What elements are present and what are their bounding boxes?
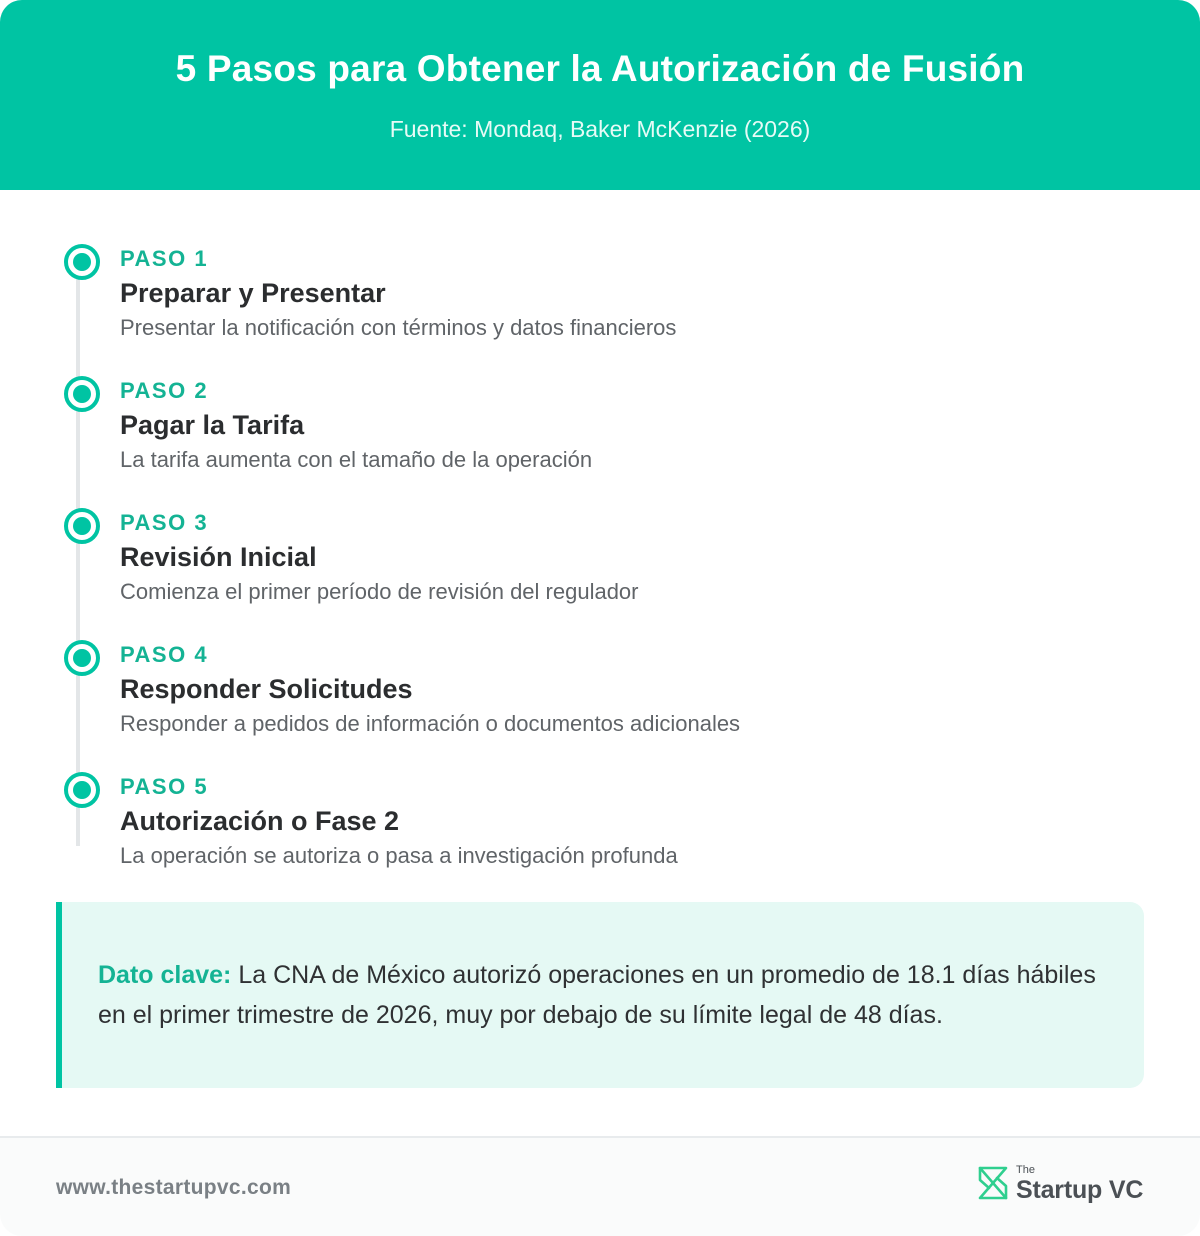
step-title: Pagar la Tarifa	[120, 410, 305, 440]
step-label: PASO 3	[120, 510, 209, 535]
key-fact-text	[98, 955, 1108, 1035]
step-1	[0, 238, 1200, 368]
step-description: La operación se autoriza o pasa a investigación profunda	[120, 843, 678, 868]
step-label: PASO 5	[120, 774, 209, 799]
page-title: 5 Pasos para Obtener la Autorización de Fusión	[175, 48, 1025, 89]
key-fact-body: La CNA de México autorizó operaciones en un promedio de 18.1 días hábiles en el primer trimestre de 2026, muy por debajo de su límite legal de 48 días.	[98, 961, 1096, 1029]
startupvc-logo-icon	[976, 1164, 1010, 1202]
header-banner	[0, 0, 1200, 190]
key-fact-label: Dato clave:	[98, 961, 232, 989]
key-fact-callout	[56, 902, 1144, 1088]
step-label: PASO 4	[120, 642, 209, 667]
brand-logo	[976, 1164, 1146, 1206]
step-marker-icon	[64, 244, 100, 280]
step-label: PASO 1	[120, 246, 209, 271]
step-description: Presentar la notificación con términos y datos financieros	[120, 315, 677, 340]
step-marker-icon	[64, 640, 100, 676]
page-subtitle: Fuente: Mondaq, Baker McKenzie (2026)	[389, 116, 811, 142]
step-marker-icon	[64, 508, 100, 544]
step-marker-icon	[64, 376, 100, 412]
logo-wordmark: Startup VC	[1016, 1176, 1144, 1204]
footer-url-link[interactable]: www.thestartupvc.com	[56, 1176, 292, 1199]
step-4	[0, 634, 1200, 764]
step-label: PASO 2	[120, 378, 209, 403]
step-description: Comienza el primer período de revisión del regulador	[120, 579, 639, 604]
step-title: Revisión Inicial	[120, 542, 317, 572]
step-5	[0, 766, 1200, 896]
step-title: Preparar y Presentar	[120, 278, 386, 308]
step-marker-icon	[64, 772, 100, 808]
logo-small-text: The	[1016, 1164, 1035, 1176]
step-title: Responder Solicitudes	[120, 674, 413, 704]
step-2	[0, 370, 1200, 500]
step-title: Autorización o Fase 2	[120, 806, 400, 836]
footer	[0, 1138, 1200, 1236]
step-description: Responder a pedidos de información o documentos adicionales	[120, 711, 741, 736]
step-3	[0, 502, 1200, 632]
step-description: La tarifa aumenta con el tamaño de la operación	[120, 447, 593, 472]
